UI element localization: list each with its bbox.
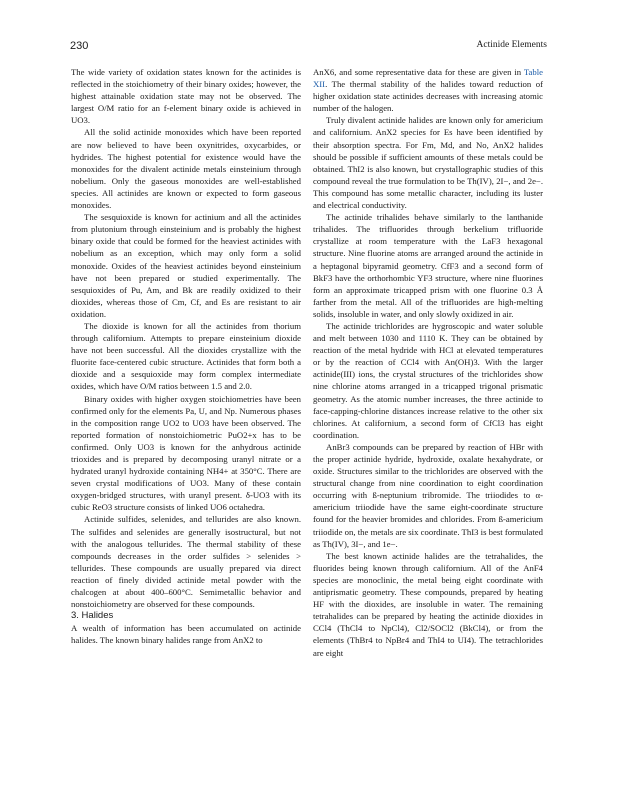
paragraph: The actinide trihalides behave similarly to the lanthanide trihalides. The trifluorides through berkelium trifluoride crystallize at room temperature with the LaF3 hexagonal structure. Nine fluorine atoms are arranged around the actinide in a heptagonal bipyramid geometry. CfF3 and a second form of BkF3 have the orthorhombic YF3 structure, where nine fluorines form an approximate tricapped prism with one fluorine 0.3 Å farther from the metal. All of the trifluorides are high-melting solids, insoluble in water, and only slowly oxidized in air. <box>313 212 543 319</box>
right-column <box>313 66 543 659</box>
paragraph: Binary oxides with higher oxygen stoichiometries have been confirmed only for the elements Pa, U, and Np. Numerous phases in the composition range UO2 to UO3 have been observed. The reported formation of nonstoichiometric PuO2+x has to be confirmed. Only UO3 is known for the anhydrous actinide trioxides and is prepared by decomposing uranyl nitrate or a hydrated uranyl hydroxide containing NH4+ at 350°C. There are seven crystal modifications of UO3. Many of these contain oxygen-bridged structures, with uranyl present. δ-UO3 with its cubic ReO3 structure consists of linked UO6 octahedra. <box>71 393 301 513</box>
running-head: Actinide Elements <box>476 40 547 50</box>
paragraph-text: AnX6, and some representative data for these are given in <box>313 67 524 77</box>
left-column <box>71 66 301 647</box>
section-heading: 3. Halides <box>71 610 114 622</box>
page-header <box>70 40 547 54</box>
paragraph: The dioxide is known for all the actinides from thorium through californium. Attempts to prepare einsteinium dioxide have not been successful. All the dioxides crystallize with the fluorite face-centered cubic structure. Actinides that form both a dioxide and a sesquioxide may form complex intermediate oxides, which have O/M ratios between 1.5 and 2.0. <box>71 320 301 392</box>
paragraph: AnBr3 compounds can be prepared by reaction of HBr with the proper actinide hydride, hydroxide, oxalate hexahydrate, or oxide. Structures similar to the trichlorides are observed with the structural change from nine coordination to eight coordination occurring with ß-neptunium tribromide. The triiodides to α-americium triiodide have the same eight-coordinate structure found for the heavier bromides and chlorides. From ß-americium triiodide on, the metals are six coordinate. ThI3 is best formulated as Th(IV), 3I−, and 1e−. <box>313 441 543 549</box>
paragraph-text: . The thermal stability of the halides toward reduction of higher oxidation state actinides decreases with increasing atomic number of the halogen. <box>313 79 543 114</box>
paragraph <box>313 66 543 114</box>
paragraph: Truly divalent actinide halides are known only for americium and californium. AnX2 species for Es have been identified by their absorption spectra. For Fm, Md, and No, AnX2 halides should be possible if sufficient amounts of these metals could be obtained. ThI2 is also known, but crystallographic studies of this compound reveal the true formulation to be Th(IV), 2I−, and 2e−. This compound has some metallic character, including its luster and electrical conductivity. <box>313 115 543 211</box>
page-number: 230 <box>70 40 89 52</box>
paragraph: The actinide trichlorides are hygroscopic and water soluble and melt between 1030 and 1110 K. They can be obtained by reaction of the metal hydride with HCl at elevated temperatures or by the reaction of CCl4 with An(OH)3. With the larger actinide(III) ions, the crystal structures of the trichlorides show nine chlorine atoms arranged in a tricapped trigonal prismatic geometry. As the atomic number increases, the three actinide to face-capping-chlorine distances increase relative to the other six chlorines. At californium, a second form of CfCl3 has eight coordination. <box>313 320 543 440</box>
paragraph: Actinide sulfides, selenides, and tellurides are also known. The sulfides and selenides are generally isostructural, but not with the analogous tellurides. The thermal stability of these compounds decreases in the order sulfides > selenides > tellurides. These compounds are usually prepared via direct reaction of finely divided actinide metal powder with the chalcogen at about 400–600°C. Semimetallic behavior and nonstoichiometry are observed for these compounds. <box>71 514 301 610</box>
paragraph: A wealth of information has been accumulated on actinide halides. The known binary halides range from AnX2 to <box>71 623 301 646</box>
paragraph: The wide variety of oxidation states known for the actinides is reflected in the stoichiometry of their binary oxides; however, the highest attainable oxidation state may not be observed. The largest O/M ratio for an f-element binary oxide is achieved in UO3. <box>71 67 301 126</box>
paragraph: The best known actinide halides are the tetrahalides, the fluorides being known through californium. All of the AnF4 species are monoclinic, the metal being eight coordinate with antiprismatic geometry. These compounds, prepared by heating HF with the dioxides, are insoluble in water. The remaining tetrahalides can be prepared by heating the actinide dioxides in CCl4 (ThCl4 to NpCl4), Cl2/SOCl2 (BkCl4), or from the elements (ThBr4 to NpBr4 and ThI4 to UI4). The tetrachlorides are eight <box>313 550 543 658</box>
paragraph: All the solid actinide monoxides which have been reported are now believed to have been oxynitrides, oxycarbides, or hydrides. The highest potential for existence would have the monoxides for the divalent actinide metals einsteinium through nobelium. Only the gaseous monoxides are well-established species. All actinides are known or expected to form gaseous monoxides. <box>71 127 301 211</box>
table-xii-link[interactable]: Table XII <box>313 67 543 90</box>
paragraph: The sesquioxide is known for actinium and all the actinides from plutonium through einsteinium and is probably the highest binary oxide that could be formed for the heaviest actinides with nobelium as an exception, which may only form a solid monoxide. Oxides of the heaviest actinides beyond einsteinium have not been prepared or studied experimentally. The sesquioxides of Pu, Am, and Bk are readily oxidized to their dioxides, whereas those of Cm, Cf, and Es are resistant to air oxidation. <box>71 212 301 319</box>
